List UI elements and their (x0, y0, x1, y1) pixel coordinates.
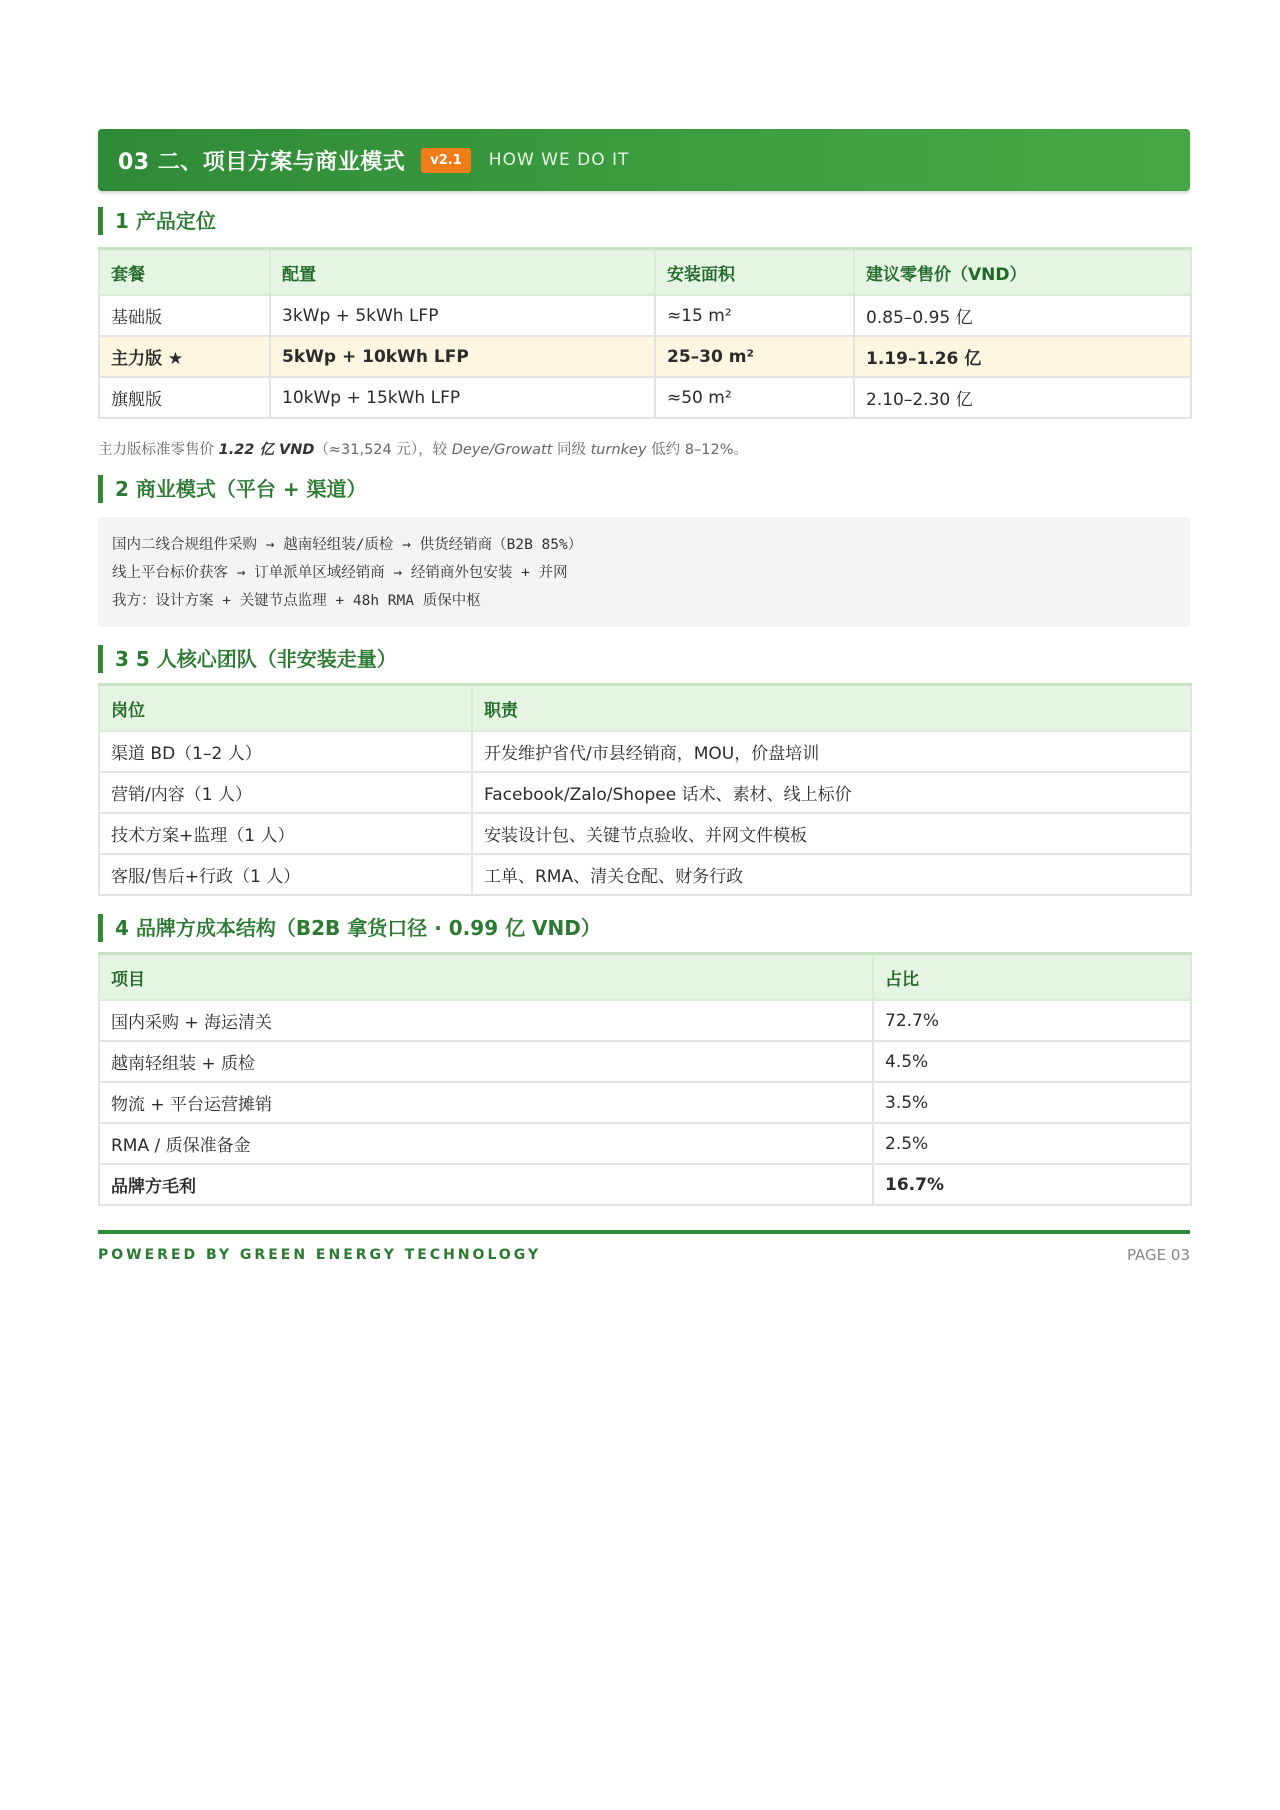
note-prefix: 主力版标准零售价 (98, 442, 219, 458)
package-area: 25–30 m² (655, 336, 854, 377)
page-title: 03 二、项目方案与商业模式 (118, 149, 406, 175)
cost-item: 物流 + 平台运营摊销 (99, 1082, 873, 1123)
team-role: 营销/内容（1 人） (99, 772, 472, 813)
cost-table (98, 952, 1192, 1206)
table-row (99, 1041, 1191, 1082)
team-role: 技术方案+监理（1 人） (99, 813, 472, 854)
table-row-total (99, 1164, 1191, 1205)
cost-item: 越南轻组装 + 质检 (99, 1041, 873, 1082)
table-row (99, 731, 1191, 772)
cost-item: 国内采购 + 海运清关 (99, 1000, 873, 1041)
flow-line: 国内二线合规组件采购 → 越南轻组装/质检 → 供货经销商（B2B 85%） (112, 537, 583, 553)
team-duty: Facebook/Zalo/Shopee 话术、素材、线上标价 (472, 772, 1191, 813)
section-heading-product: 1 产品定位 (98, 207, 1190, 235)
table-header-row (99, 249, 1191, 296)
package-area: ≈15 m² (655, 295, 854, 336)
table-row (99, 813, 1191, 854)
package-area: ≈50 m² (655, 377, 854, 418)
column-header: 安装面积 (655, 249, 854, 296)
table-row (99, 772, 1191, 813)
column-header: 占比 (873, 954, 1191, 1001)
package-config: 5kWp + 10kWh LFP (270, 336, 655, 377)
package-price: 2.10–2.30 亿 (854, 377, 1191, 418)
table-row-highlight (99, 336, 1191, 377)
footer (98, 1246, 1190, 1264)
section-heading-cost: 4 品牌方成本结构（B2B 拿货口径 · 0.99 亿 VND） (98, 914, 1190, 942)
package-price: 1.19–1.26 亿 (854, 336, 1191, 377)
table-row (99, 1123, 1191, 1164)
footer-divider (98, 1230, 1190, 1234)
table-row (99, 854, 1191, 895)
cost-share: 2.5% (873, 1123, 1191, 1164)
cost-share: 3.5% (873, 1082, 1191, 1123)
section-heading-business-model: 2 商业模式（平台 + 渠道） (98, 475, 1190, 503)
team-duty: 安装设计包、关键节点验收、并网文件模板 (472, 813, 1191, 854)
column-header: 配置 (270, 249, 655, 296)
team-duty: 开发维护省代/市县经销商，MOU，价盘培训 (472, 731, 1191, 772)
page-number: PAGE 03 (1126, 1246, 1190, 1264)
column-header: 职责 (472, 685, 1191, 732)
cost-share: 72.7% (873, 1000, 1191, 1041)
business-flow-box (98, 517, 1190, 627)
banner-subtitle: HOW WE DO IT (488, 150, 630, 170)
team-role: 渠道 BD（1–2 人） (99, 731, 472, 772)
table-header-row (99, 954, 1191, 1001)
team-table (98, 683, 1192, 896)
table-header-row (99, 685, 1191, 732)
section-heading-team: 3 5 人核心团队（非安装走量） (98, 645, 1190, 673)
team-role: 客服/售后+行政（1 人） (99, 854, 472, 895)
package-name: 基础版 (99, 295, 270, 336)
flow-line: 线上平台标价获客 → 订单派单区域经销商 → 经销商外包安装 + 并网 (112, 565, 568, 581)
column-header: 项目 (99, 954, 873, 1001)
table-row (99, 1000, 1191, 1041)
table-row (99, 377, 1191, 418)
price-note (98, 439, 1190, 461)
cost-share: 16.7% (873, 1164, 1191, 1205)
footer-brand: POWERED BY GREEN ENERGY TECHNOLOGY (98, 1247, 542, 1263)
section-banner (98, 129, 1190, 191)
note-term: turnkey (590, 442, 647, 458)
package-config: 10kWp + 15kWh LFP (270, 377, 655, 418)
package-config: 3kWp + 5kWh LFP (270, 295, 655, 336)
cost-item: 品牌方毛利 (99, 1164, 873, 1205)
flow-line: 我方：设计方案 + 关键节点监理 + 48h RMA 质保中枢 (112, 593, 481, 609)
package-name: 旗舰版 (99, 377, 270, 418)
package-name: 主力版 ★ (99, 336, 270, 377)
product-table (98, 247, 1192, 419)
note-price: 1.22 亿 VND (218, 442, 315, 458)
note-brands: Deye/Growatt (451, 442, 553, 458)
column-header: 岗位 (99, 685, 472, 732)
column-header: 建议零售价（VND） (854, 249, 1191, 296)
package-price: 0.85–0.95 亿 (854, 295, 1191, 336)
version-badge: v2.1 (421, 148, 471, 173)
note-middle: （≈31,524 元），较 (314, 442, 452, 458)
cost-share: 4.5% (873, 1041, 1191, 1082)
team-duty: 工单、RMA、清关仓配、财务行政 (472, 854, 1191, 895)
note-suffix: 低约 8–12%。 (646, 442, 748, 458)
table-row (99, 1082, 1191, 1123)
note-middle2: 同级 (552, 442, 591, 458)
page (98, 129, 1190, 1264)
column-header: 套餐 (99, 249, 270, 296)
table-row (99, 295, 1191, 336)
cost-item: RMA / 质保准备金 (99, 1123, 873, 1164)
